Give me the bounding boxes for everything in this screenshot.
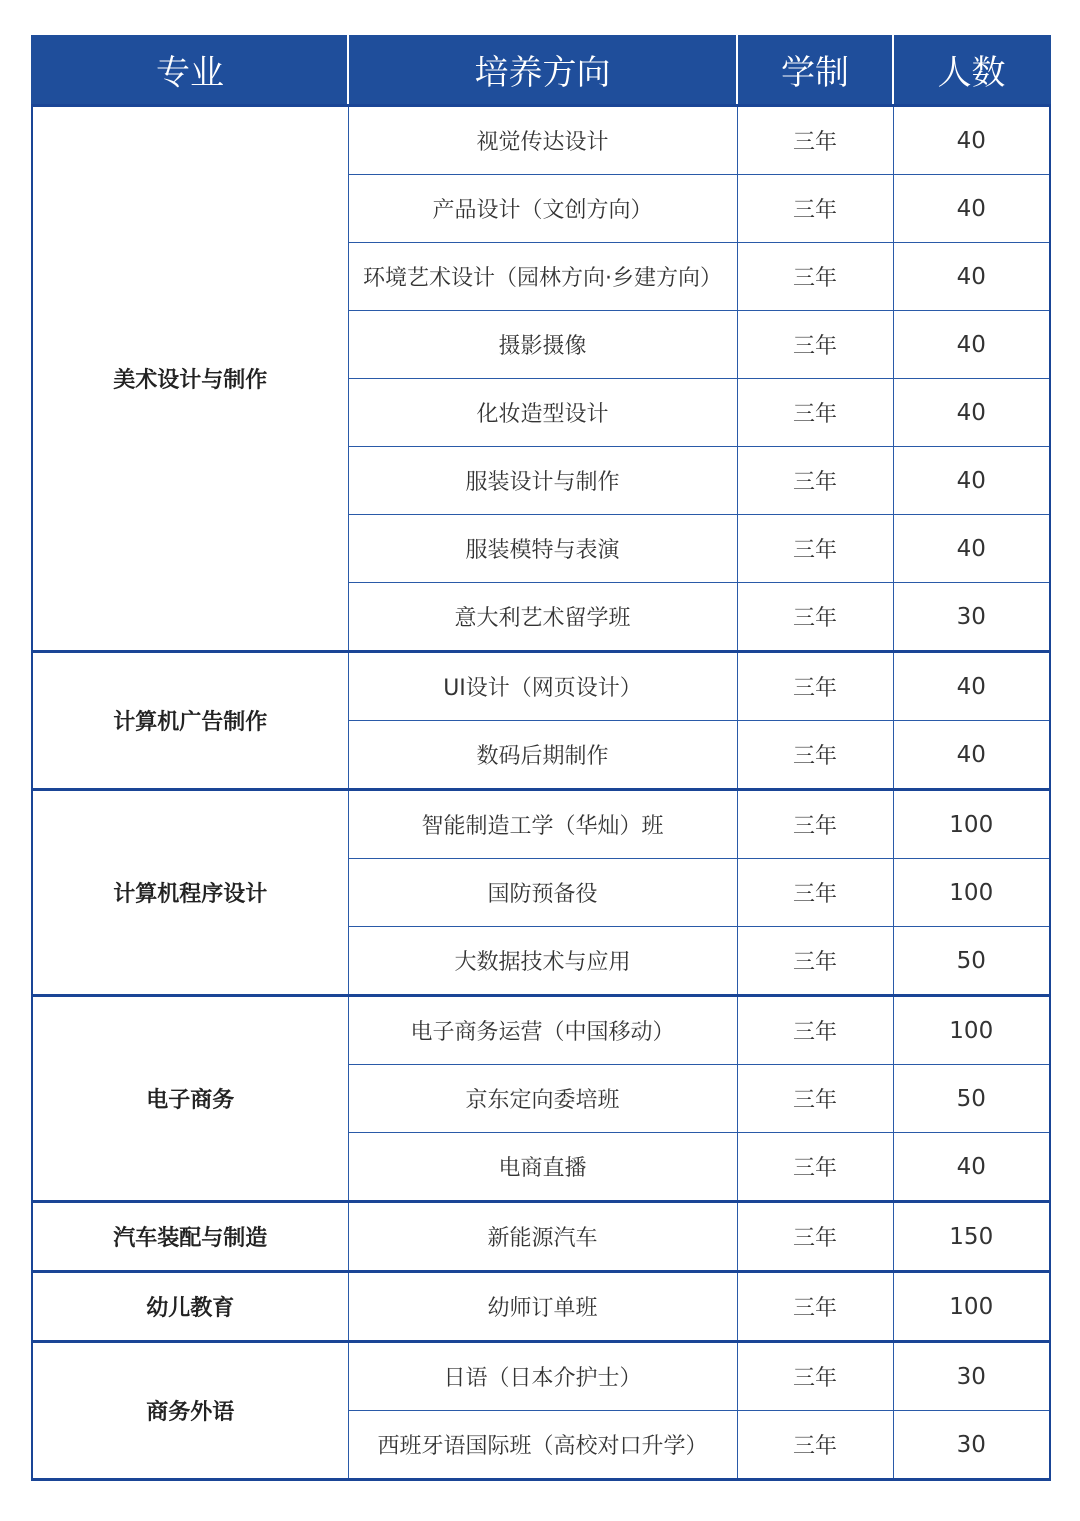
table-header [32, 35, 1050, 106]
duration-cell: 三年 [737, 175, 893, 243]
direction-cell: 幼师订单班 [348, 1272, 737, 1342]
header-count: 人数 [893, 35, 1050, 106]
table-body [32, 106, 1050, 1480]
duration-cell: 三年 [737, 311, 893, 379]
count-cell: 40 [893, 379, 1050, 447]
major-cell: 幼儿教育 [32, 1272, 348, 1342]
duration-cell: 三年 [737, 106, 893, 175]
major-cell: 计算机广告制作 [32, 652, 348, 790]
duration-cell: 三年 [737, 996, 893, 1065]
count-cell: 40 [893, 311, 1050, 379]
duration-cell: 三年 [737, 927, 893, 996]
direction-cell: 数码后期制作 [348, 721, 737, 790]
count-cell: 100 [893, 1272, 1050, 1342]
direction-cell: 国防预备役 [348, 859, 737, 927]
count-cell: 40 [893, 721, 1050, 790]
table-row [32, 652, 1050, 721]
direction-cell: 产品设计（文创方向） [348, 175, 737, 243]
duration-cell: 三年 [737, 1411, 893, 1480]
duration-cell: 三年 [737, 790, 893, 859]
count-cell: 30 [893, 1411, 1050, 1480]
table-row [32, 106, 1050, 175]
count-cell: 100 [893, 859, 1050, 927]
count-cell: 40 [893, 1133, 1050, 1202]
duration-cell: 三年 [737, 1272, 893, 1342]
count-cell: 40 [893, 243, 1050, 311]
duration-cell: 三年 [737, 1065, 893, 1133]
table-row [32, 1202, 1050, 1272]
direction-cell: 西班牙语国际班（高校对口升学） [348, 1411, 737, 1480]
direction-cell: 服装模特与表演 [348, 515, 737, 583]
direction-cell: 智能制造工学（华灿）班 [348, 790, 737, 859]
direction-cell: UI设计（网页设计） [348, 652, 737, 721]
header-major: 专业 [32, 35, 348, 106]
table-row [32, 790, 1050, 859]
table-row [32, 1342, 1050, 1411]
duration-cell: 三年 [737, 652, 893, 721]
count-cell: 30 [893, 1342, 1050, 1411]
direction-cell: 大数据技术与应用 [348, 927, 737, 996]
direction-cell: 电商直播 [348, 1133, 737, 1202]
count-cell: 40 [893, 175, 1050, 243]
major-cell: 计算机程序设计 [32, 790, 348, 996]
direction-cell: 新能源汽车 [348, 1202, 737, 1272]
duration-cell: 三年 [737, 1133, 893, 1202]
major-cell: 美术设计与制作 [32, 106, 348, 652]
direction-cell: 服装设计与制作 [348, 447, 737, 515]
duration-cell: 三年 [737, 583, 893, 652]
direction-cell: 京东定向委培班 [348, 1065, 737, 1133]
direction-cell: 化妆造型设计 [348, 379, 737, 447]
table-row [32, 996, 1050, 1065]
table-row [32, 1272, 1050, 1342]
duration-cell: 三年 [737, 379, 893, 447]
count-cell: 40 [893, 652, 1050, 721]
direction-cell: 视觉传达设计 [348, 106, 737, 175]
count-cell: 50 [893, 927, 1050, 996]
duration-cell: 三年 [737, 1342, 893, 1411]
count-cell: 100 [893, 790, 1050, 859]
duration-cell: 三年 [737, 447, 893, 515]
major-cell: 汽车装配与制造 [32, 1202, 348, 1272]
duration-cell: 三年 [737, 243, 893, 311]
duration-cell: 三年 [737, 515, 893, 583]
major-cell: 商务外语 [32, 1342, 348, 1480]
count-cell: 100 [893, 996, 1050, 1065]
direction-cell: 意大利艺术留学班 [348, 583, 737, 652]
direction-cell: 日语（日本介护士） [348, 1342, 737, 1411]
duration-cell: 三年 [737, 721, 893, 790]
header-row [32, 35, 1050, 106]
direction-cell: 摄影摄像 [348, 311, 737, 379]
header-duration: 学制 [737, 35, 893, 106]
enrollment-table [31, 35, 1051, 1481]
direction-cell: 环境艺术设计（园林方向·乡建方向） [348, 243, 737, 311]
count-cell: 30 [893, 583, 1050, 652]
duration-cell: 三年 [737, 1202, 893, 1272]
count-cell: 40 [893, 447, 1050, 515]
major-cell: 电子商务 [32, 996, 348, 1202]
count-cell: 40 [893, 515, 1050, 583]
header-direction: 培养方向 [348, 35, 737, 106]
enrollment-table-container [31, 35, 1049, 1481]
count-cell: 150 [893, 1202, 1050, 1272]
duration-cell: 三年 [737, 859, 893, 927]
count-cell: 40 [893, 106, 1050, 175]
count-cell: 50 [893, 1065, 1050, 1133]
direction-cell: 电子商务运营（中国移动） [348, 996, 737, 1065]
